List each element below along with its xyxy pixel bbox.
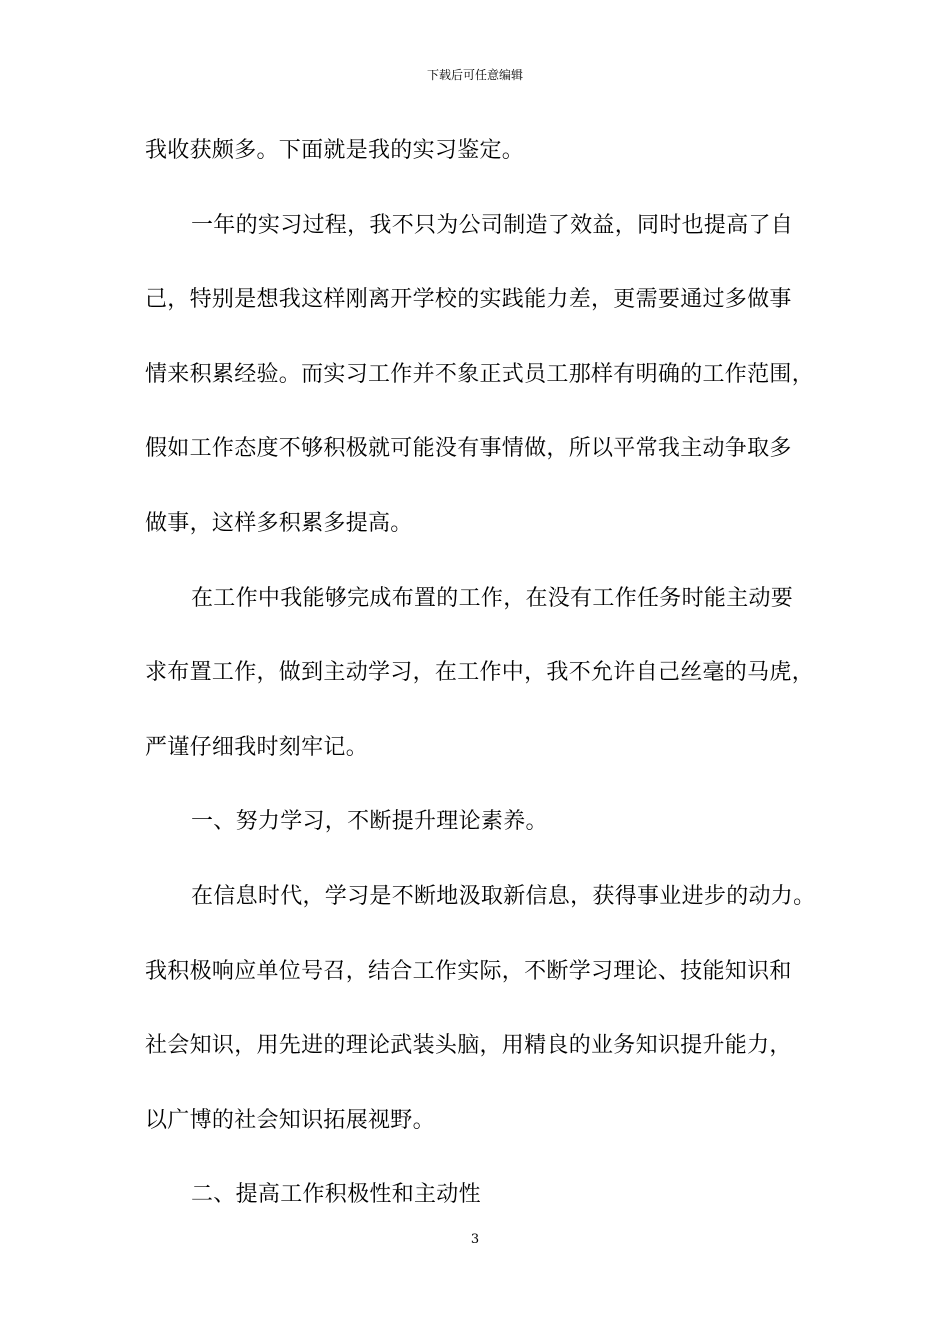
body-line: 严谨仔细我时刻牢记。 (145, 734, 369, 760)
body-line: 我收获颇多。下面就是我的实习鉴定。 (145, 138, 525, 163)
paragraph-first-line: 在工作中我能够完成布置的工作，在没有工作任务时能主动要 (191, 585, 794, 611)
body-line: 情来积累经验。而实习工作并不象正式员工那样有明确的工作范围， (145, 361, 815, 387)
paragraph-first-line: 在信息时代，学习是不断地汲取新信息，获得事业进步的动力。 (191, 883, 816, 909)
section-heading-2: 二、提高工作积极性和主动性 (191, 1182, 481, 1208)
section-heading-1: 一、努力学习，不断提升理论素养。 (191, 809, 548, 835)
body-line: 假如工作态度不够积极就可能没有事情做，所以平常我主动争取多 (145, 436, 792, 462)
page-header: 下载后可任意编辑 (426, 68, 523, 82)
body-line: 做事，这样多积累多提高。 (145, 510, 413, 536)
body-line: 我积极响应单位号召，结合工作实际，不断学习理论、技能知识和 (145, 958, 792, 984)
paragraph-first-line: 一年的实习过程，我不只为公司制造了效益，同时也提高了自 (191, 212, 794, 238)
body-line: 己，特别是想我这样刚离开学校的实践能力差，更需要通过多做事 (145, 287, 792, 313)
body-line: 社会知识，用先进的理论武装头脑，用精良的业务知识提升能力， (145, 1033, 792, 1059)
page-number: 3 (470, 1232, 480, 1247)
body-line: 以广博的社会知识拓展视野。 (145, 1107, 435, 1133)
body-line: 求布置工作，做到主动学习，在工作中，我不允许自己丝毫的马虎， (145, 660, 815, 686)
document-body (145, 124, 825, 1243)
